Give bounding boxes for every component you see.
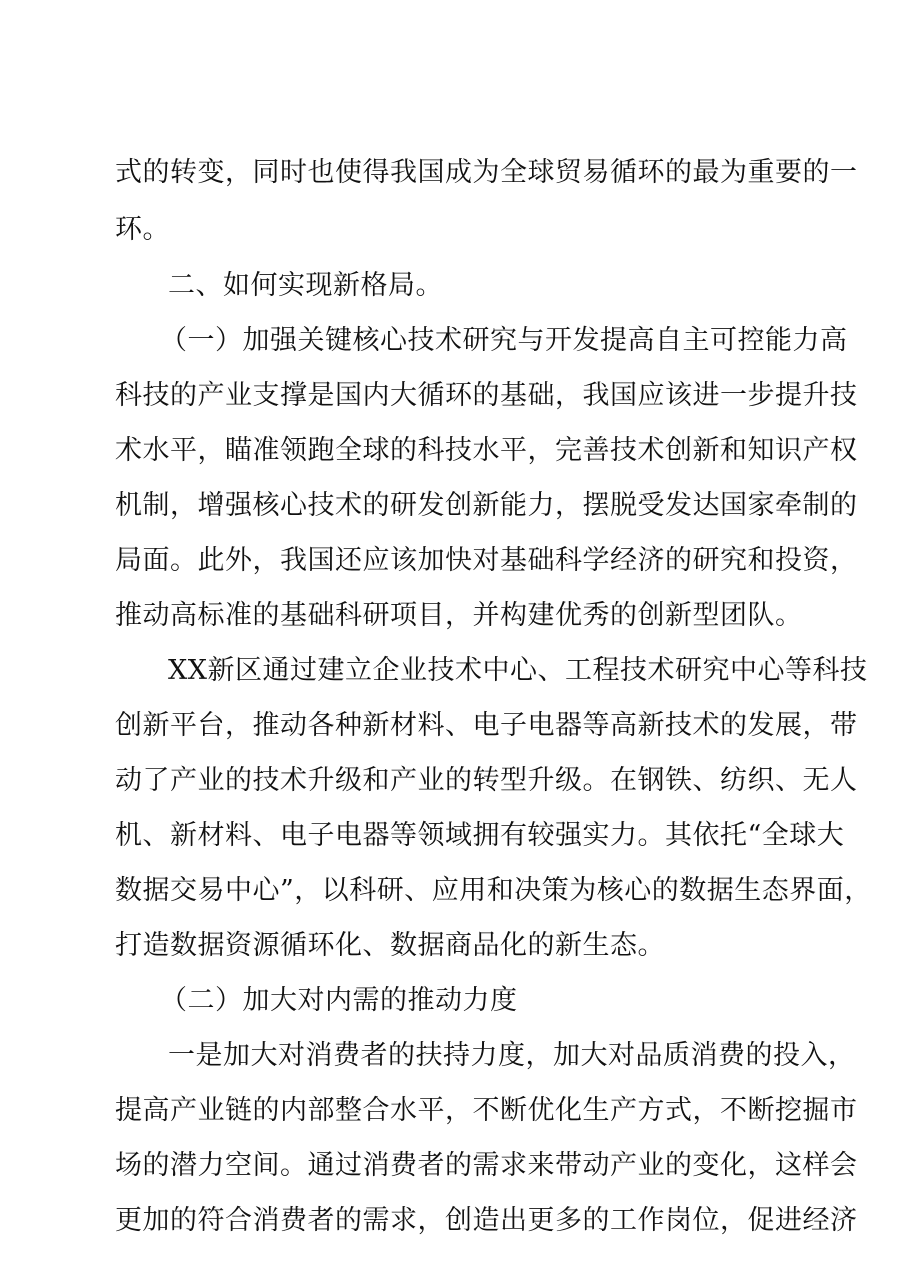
subsection-heading-1: （一）加强关键核心技术研究与开发提高自主可控能力高: [160, 325, 848, 356]
text-line-6: 术水平，瞄准领跑全球的科技水平，完善技术创新和知识产权: [115, 435, 858, 466]
section-heading: 二、如何实现新格局。: [168, 270, 443, 301]
text-line-15: 打造数据资源循环化、数据商品化的新生态。: [115, 930, 665, 961]
text-line-11: 创新平台，推动各种新材料、电子电器等高新技术的发展，带: [115, 710, 858, 741]
text-line-18: 提高产业链的内部整合水平，不断优化生产方式，不断挖掘市: [115, 1095, 858, 1126]
text-line-12: 动了产业的技术升级和产业的转型升级。在钢铁、纺织、无人: [115, 765, 858, 796]
text-line-17: 一是加大对消费者的扶持力度，加大对品质消费的投入，: [168, 1040, 856, 1071]
text-line-20: 更加的符合消费者的需求，创造出更多的工作岗位，促进经济: [115, 1205, 858, 1236]
text-line-7: 机制，增强核心技术的研发创新能力，摆脱受发达国家牵制的: [115, 490, 858, 521]
subsection-heading-2: （二）加大对内需的推动力度: [160, 985, 518, 1016]
text-line-13: 机、新材料、电子电器等领域拥有较强实力。其依托“全球大: [115, 820, 845, 851]
text-line-9: 推动高标准的基础科研项目，并构建优秀的创新型团队。: [115, 600, 803, 631]
text-line-19: 场的潜力空间。通过消费者的需求来带动产业的变化，这样会: [115, 1150, 858, 1181]
text-line-14: 数据交易中心”，以科研、应用和决策为核心的数据生态界面，: [115, 875, 872, 906]
text-line-2: 环。: [115, 214, 170, 245]
text-line-1: 式的转变，同时也使得我国成为全球贸易循环的最为重要的一: [115, 157, 858, 188]
text-line-5: 科技的产业支撑是国内大循环的基础，我国应该进一步提升技: [115, 380, 858, 411]
text-line-8: 局面。此外，我国还应该加快对基础科学经济的研究和投资，: [115, 545, 858, 576]
text-line-10: XX新区通过建立企业技术中心、工程技术研究中心等科技: [168, 655, 868, 686]
